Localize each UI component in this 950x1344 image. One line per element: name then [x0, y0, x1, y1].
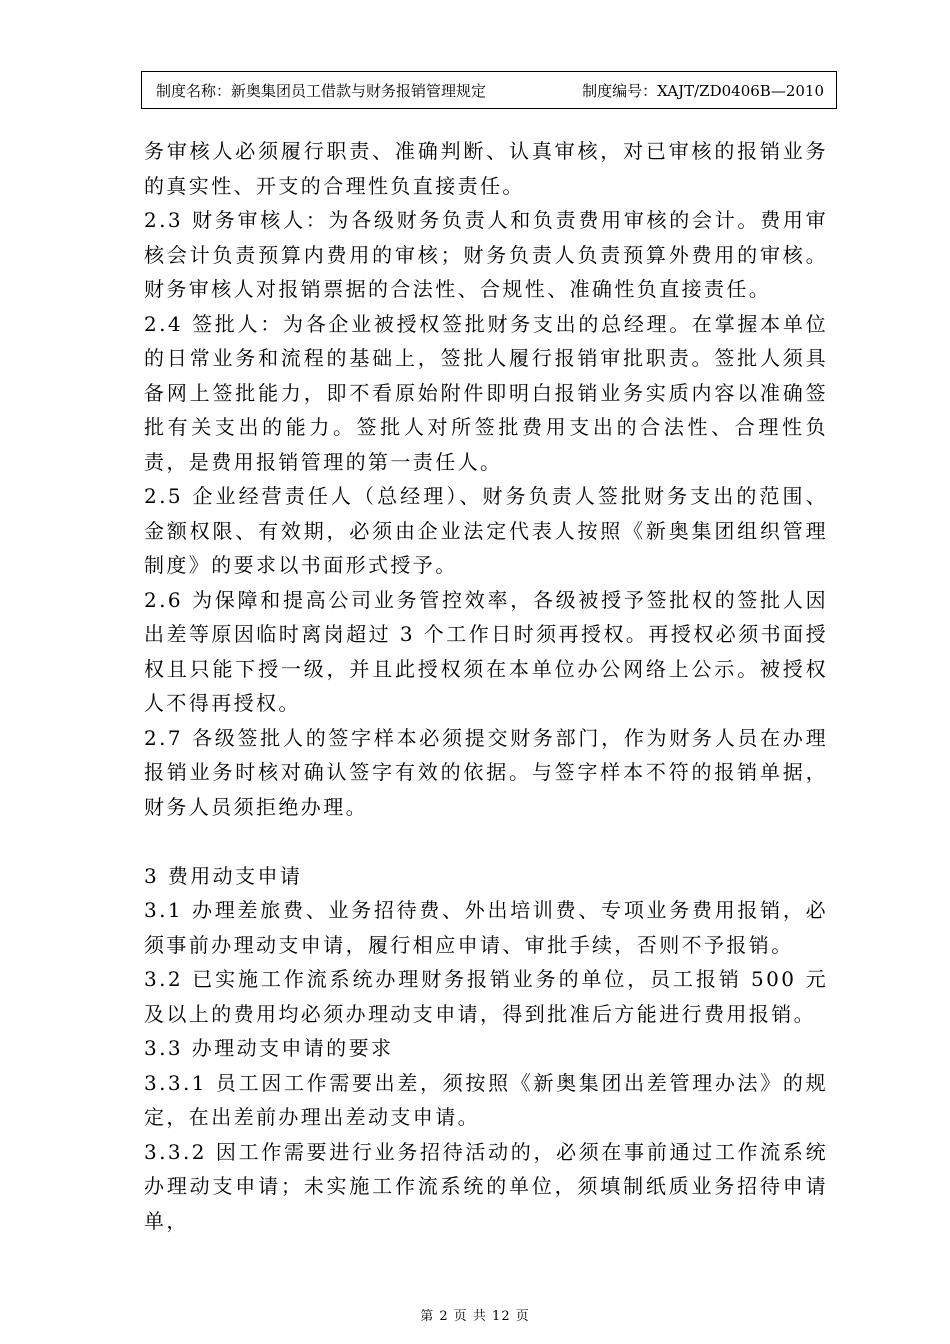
subsection-heading: 3.3 办理动支申请的要求 [144, 1036, 394, 1060]
paragraph: 3.3.2 因工作需要进行业务招待活动的，必须在事前通过工作流系统办理动支申请；未实施工作流系统的单位，须填制纸质业务招待申请单， [144, 1139, 828, 1233]
paragraph: 2.5 企业经营责任人（总经理）、财务负责人签批财务支出的范围、金额权限、有效期，必须由企业法定代表人按照《新奥集团组织管理制度》的要求以书面形式授予。 [144, 484, 828, 577]
paragraph: 2.7 各级签批人的签字样本必须提交财务部门，作为财务人员在办理报销业务时核对确认签字有效的依据。与签字样本不符的报销单据，财务人员须拒绝办理。 [144, 725, 828, 819]
document-header [141, 71, 837, 109]
paragraph: 3.3.1 员工因工作需要出差，须按照《新奥集团出差管理办法》的规定，在出差前办理出差动支申请。 [144, 1070, 828, 1129]
section-heading: 3 费用动支申请 [144, 863, 303, 888]
paragraph: 3.1 办理差旅费、业务招待费、外出培训费、专项业务费用报销，必须事前办理动支申请，履行相应申请、审批手续，否则不予报销。 [144, 898, 828, 957]
section-spacer [144, 824, 828, 859]
document-number: 制度编号：XAJT/ZD0406B—2010 [582, 82, 824, 100]
page-number: 第 2 页 共 12 页 [420, 1309, 530, 1324]
paragraph: 2.6 为保障和提高公司业务管控效率，各级被授予签批权的签批人因出差等原因临时离岗超过 3 个工作日时须再授权。再授权必须书面授权且只能下授一级，并且此授权须在本单位办公网络上公示。被授权人不得再授权。 [144, 587, 828, 715]
document-body [144, 134, 828, 1238]
paragraph: 3.2 已实施工作流系统办理财务报销业务的单位，员工报销 500 元及以上的费用均必须办理动支申请，得到批准后方能进行费用报销。 [144, 967, 828, 1026]
paragraph: 2.4 签批人：为各企业被授权签批财务支出的总经理。在掌握本单位的日常业务和流程的基础上，签批人履行报销审批职责。签批人须具备网上签批能力，即不看原始附件即明白报销业务实质内容以准确签批有关支出的能力。签批人对所签批费用支出的合法性、合理性负责，是费用报销管理的第一责任人。 [144, 311, 828, 474]
paragraph: 2.3 财务审核人：为各级财务负责人和负责费用审核的会计。费用审核会计负责预算内费用的审核；财务负责人负责预算外费用的审核。财务审核人对报销票据的合法性、合规性、准确性负直接责任。 [144, 208, 828, 301]
document-name: 制度名称：新奥集团员工借款与财务报销管理规定 [156, 82, 487, 100]
page-footer [0, 1305, 950, 1324]
paragraph: 务审核人必须履行职责、准确判断、认真审核，对已审核的报销业务的真实性、开支的合理性负直接责任。 [144, 139, 828, 198]
